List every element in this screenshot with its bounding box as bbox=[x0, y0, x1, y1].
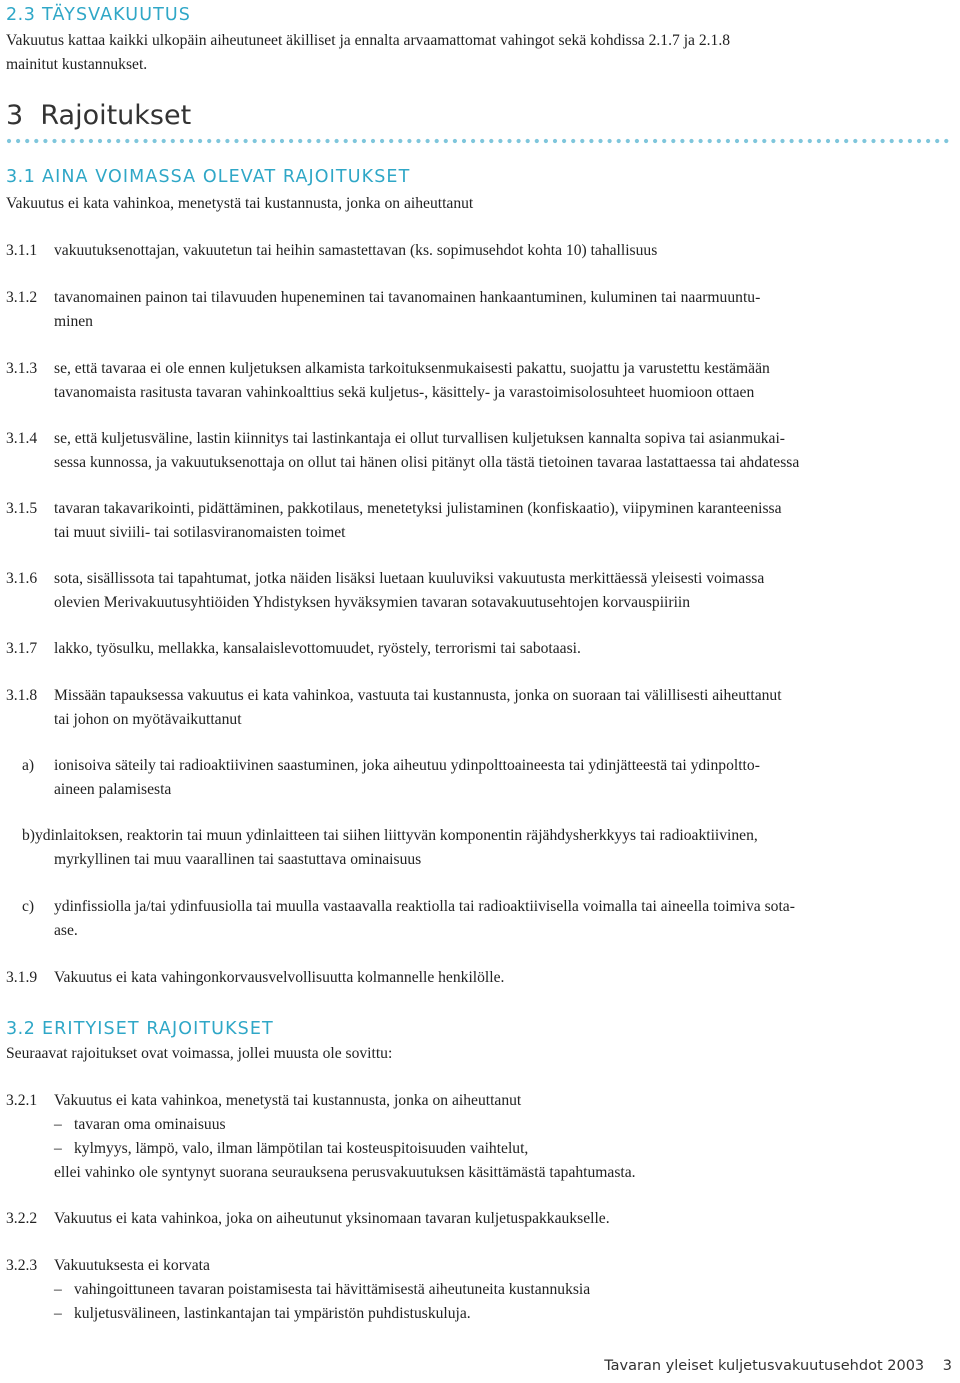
divider-dot bbox=[635, 139, 639, 143]
item-line: Vakuutus ei kata vahinkoa, menetystä tai kustannusta, jonka on aiheuttanut bbox=[54, 1092, 522, 1109]
divider-dot bbox=[853, 139, 857, 143]
divider-dot bbox=[799, 139, 803, 143]
divider-dot bbox=[244, 139, 248, 143]
divider-dot bbox=[80, 139, 84, 143]
divider-dot bbox=[462, 139, 466, 143]
dash-list-item bbox=[54, 1278, 946, 1302]
item-text bbox=[54, 357, 946, 405]
divider-dot bbox=[134, 139, 138, 143]
footer-title: Tavaran yleiset kuljetusvakuutusehdot 2003 bbox=[604, 1358, 925, 1374]
divider-dot bbox=[307, 139, 311, 143]
item-text bbox=[54, 1089, 946, 1185]
divider-dot bbox=[189, 139, 193, 143]
divider-dot bbox=[935, 139, 939, 143]
item-line: ionisoiva säteily tai radioaktiivinen saastuminen, joka aiheutuu ydinpolttoaineesta tai ydinjätteestä tai ydinpoltto- bbox=[54, 757, 760, 774]
dash-list-item bbox=[54, 1302, 946, 1326]
divider-dot bbox=[16, 139, 20, 143]
divider-dot bbox=[944, 139, 948, 143]
dash-bullet: – bbox=[54, 1281, 62, 1298]
item-line: se, että tavaraa ei ole ennen kuljetuksen alkamista tarkoituksenmukaisesti pakattu, suojattu ja varustettu kestämään bbox=[54, 360, 770, 377]
divider-dot bbox=[790, 139, 794, 143]
section-intro: Seuraavat rajoitukset ovat voimassa, jollei muusta ole sovittu: bbox=[6, 1045, 393, 1062]
divider-dot bbox=[835, 139, 839, 143]
divider-dot bbox=[325, 139, 329, 143]
divider-dot bbox=[899, 139, 903, 143]
page-footer bbox=[604, 1358, 952, 1374]
divider-dot bbox=[216, 139, 220, 143]
divider-dot bbox=[680, 139, 684, 143]
section-heading-2-3 bbox=[6, 5, 191, 25]
item-number: 3.1.5 bbox=[6, 500, 38, 517]
sub-item-label: a) bbox=[22, 757, 35, 774]
divider-dot bbox=[98, 139, 102, 143]
page-number: 3 bbox=[942, 1358, 952, 1374]
divider-dot bbox=[234, 139, 238, 143]
divider-dot bbox=[753, 139, 757, 143]
chapter-heading bbox=[6, 100, 191, 131]
divider-dot bbox=[371, 139, 375, 143]
item-line: b)ydinlaitoksen, reaktorin tai muun ydinlaitteen tai siihen liittyvän komponentin räjähdysherkkyys tai radioaktiivinen, bbox=[22, 827, 758, 844]
divider-dot bbox=[544, 139, 548, 143]
divider-dot bbox=[744, 139, 748, 143]
item-number: 3.1.3 bbox=[6, 360, 38, 377]
dash-bullet: – bbox=[54, 1116, 62, 1133]
divider-dot bbox=[71, 139, 75, 143]
divider-dot bbox=[881, 139, 885, 143]
divider-dot bbox=[262, 139, 266, 143]
item-line: tavanomainen painon tai tilavuuden hupeneminen tai tavanomainen hankaantuminen, kuluminen tai naarmuuntu- bbox=[54, 289, 761, 306]
dash-text: kylmyys, lämpö, valo, ilman lämpötilan tai kosteuspitoisuuden vaihtelut, bbox=[74, 1140, 529, 1157]
divider-dot bbox=[917, 139, 921, 143]
divider-dot bbox=[435, 139, 439, 143]
divider-dot bbox=[617, 139, 621, 143]
divider-dot bbox=[653, 139, 657, 143]
dash-bullet: – bbox=[54, 1305, 62, 1322]
divider-dot bbox=[153, 139, 157, 143]
divider-dot bbox=[116, 139, 120, 143]
section-title: ERITYISET RAJOITUKSET bbox=[42, 1019, 274, 1039]
divider-dot bbox=[380, 139, 384, 143]
item-line: myrkyllinen tai muu vaarallinen tai saastuttava ominaisuus bbox=[54, 851, 422, 868]
item-number: 3.1.2 bbox=[6, 289, 38, 306]
divider-dot bbox=[926, 139, 930, 143]
item-number: 3.1.1 bbox=[6, 242, 38, 259]
item-line: ellei vahinko ole syntynyt suorana seurauksena perusvakuutuksen käsittämästä tapahtumasta. bbox=[54, 1164, 636, 1181]
divider-dot bbox=[253, 139, 257, 143]
item-line: se, että kuljetusväline, lastin kiinnitys tai lastinkantaja ei ollut turvallisen kuljetuksen kannalta sopiva tai asianmukai- bbox=[54, 430, 786, 447]
divider-dot bbox=[353, 139, 357, 143]
item-line: tavaran takavarikointi, pidättäminen, pakkotilaus, menetetyksi julistaminen (konfiskaatio), viipyminen karanteenissa bbox=[54, 500, 782, 517]
divider-dot bbox=[826, 139, 830, 143]
divider-dot bbox=[62, 139, 66, 143]
divider-dot bbox=[143, 139, 147, 143]
item-number: 3.1.9 bbox=[6, 969, 38, 986]
item-line: tai muut siviili- tai sotilasviranomaisten toimet bbox=[54, 524, 346, 541]
divider-dot bbox=[125, 139, 129, 143]
item-line: sota, sisällissota tai tapahtumat, jotka näiden lisäksi luetaan kuuluviksi vakuutusta merkittäessä yleisesti voimassa bbox=[54, 570, 765, 587]
divider-dot bbox=[862, 139, 866, 143]
sub-item-b bbox=[22, 824, 942, 872]
item-text bbox=[54, 497, 946, 545]
divider-dot bbox=[362, 139, 366, 143]
divider-dot bbox=[598, 139, 602, 143]
item-line: Vakuutuksesta ei korvata bbox=[54, 1257, 210, 1274]
section-title: TÄYSVAKUUTUS bbox=[42, 5, 192, 25]
divider-dot bbox=[808, 139, 812, 143]
item-line: Missään tapauksessa vakuutus ei kata vahinkoa, vastuuta tai kustannusta, jonka on suoraan tai välillisesti aiheuttanut bbox=[54, 687, 782, 704]
divider-dot bbox=[762, 139, 766, 143]
section-number: 3.1 bbox=[6, 167, 36, 187]
divider-dot bbox=[489, 139, 493, 143]
divider-dot bbox=[89, 139, 93, 143]
item-line: tavanomaista rasitusta tavaran vahinkoalttius sekä kuljetus-, käsittely- ja varastoimisolosuhteet huomioon ottaen bbox=[54, 384, 755, 401]
divider-dot bbox=[471, 139, 475, 143]
divider-dot bbox=[526, 139, 530, 143]
divider-dot bbox=[107, 139, 111, 143]
body-line: Vakuutus kattaa kaikki ulkopäin aiheutuneet äkilliset ja ennalta arvaamattomat vahingot sekä kohdissa 2.1.7 ja 2.1.8 bbox=[6, 32, 731, 49]
divider-dot bbox=[162, 139, 166, 143]
sub-item-label: c) bbox=[22, 898, 35, 915]
divider-dot bbox=[571, 139, 575, 143]
divider-dot bbox=[298, 139, 302, 143]
divider-dot bbox=[771, 139, 775, 143]
divider-dot bbox=[507, 139, 511, 143]
divider-dot bbox=[416, 139, 420, 143]
divider-dot bbox=[198, 139, 202, 143]
item-line: aineen palamisesta bbox=[54, 781, 172, 798]
divider-dot bbox=[699, 139, 703, 143]
item-text: lakko, työsulku, mellakka, kansalaislevottomuudet, ryöstely, terrorismi tai sabotaasi. bbox=[54, 640, 581, 657]
dash-list-item bbox=[54, 1137, 946, 1161]
divider-dot bbox=[207, 139, 211, 143]
item-line: sessa kunnossa, ja vakuutuksenottaja on ollut tai hänen olisi pitänyt olla tästä tietoinen tavaraa lastattaessa tai ahdatessa bbox=[54, 454, 800, 471]
divider-dot bbox=[562, 139, 566, 143]
divider-dot bbox=[626, 139, 630, 143]
divider-dot bbox=[689, 139, 693, 143]
divider-dot bbox=[289, 139, 293, 143]
divider-dot bbox=[389, 139, 393, 143]
divider-dot bbox=[717, 139, 721, 143]
chapter-title: Rajoitukset bbox=[40, 100, 192, 131]
dash-list-item bbox=[54, 1113, 946, 1137]
divider-dot bbox=[225, 139, 229, 143]
chapter-number: 3 bbox=[6, 100, 24, 131]
divider-dot bbox=[344, 139, 348, 143]
item-line: ase. bbox=[54, 922, 78, 939]
divider-dot bbox=[553, 139, 557, 143]
item-text bbox=[54, 1254, 946, 1326]
divider-dot bbox=[726, 139, 730, 143]
divider-dot bbox=[34, 139, 38, 143]
section-heading-3-1 bbox=[6, 167, 410, 187]
dotted-divider-graphic bbox=[6, 137, 954, 145]
divider-dot bbox=[498, 139, 502, 143]
sub-item-text bbox=[54, 754, 942, 802]
item-text bbox=[54, 684, 946, 732]
item-number: 3.1.7 bbox=[6, 640, 38, 657]
divider-dot bbox=[407, 139, 411, 143]
sub-item-text bbox=[54, 895, 942, 943]
divider-dot bbox=[25, 139, 29, 143]
item-text: Vakuutus ei kata vahingonkorvausvelvollisuutta kolmannelle henkilölle. bbox=[54, 969, 505, 986]
section-2-3-body bbox=[6, 29, 946, 77]
divider-dot bbox=[708, 139, 712, 143]
divider-dot bbox=[535, 139, 539, 143]
divider-dot bbox=[316, 139, 320, 143]
divider-dot bbox=[871, 139, 875, 143]
item-line: ydinfissiolla ja/tai ydinfuusiolla tai muulla vastaavalla reaktiolla tai radioaktiivisella voimalla tai aineella toimiva sota- bbox=[54, 898, 795, 915]
section-title: AINA VOIMASSA OLEVAT RAJOITUKSET bbox=[42, 167, 411, 187]
divider-dot bbox=[780, 139, 784, 143]
body-line: mainitut kustannukset. bbox=[6, 56, 148, 73]
divider-dot bbox=[271, 139, 275, 143]
divider-dot bbox=[517, 139, 521, 143]
divider-dot bbox=[480, 139, 484, 143]
item-number: 3.1.6 bbox=[6, 570, 38, 587]
item-text bbox=[54, 567, 946, 615]
item-text bbox=[54, 286, 946, 334]
item-line: tai johon on myötävaikuttanut bbox=[54, 711, 242, 728]
item-number: 3.1.8 bbox=[6, 687, 38, 704]
divider-dot bbox=[589, 139, 593, 143]
divider-dot bbox=[735, 139, 739, 143]
divider-dot bbox=[662, 139, 666, 143]
divider-dot bbox=[671, 139, 675, 143]
divider-dot bbox=[890, 139, 894, 143]
divider-dot bbox=[817, 139, 821, 143]
dash-text: kuljetusvälineen, lastinkantajan tai ympäristön puhdistuskuluja. bbox=[74, 1305, 471, 1322]
dash-bullet: – bbox=[54, 1140, 62, 1157]
divider-dot bbox=[608, 139, 612, 143]
item-text: vakuutuksenottajan, vakuutetun tai heihin samastettavan (ks. sopimusehdot kohta 10) tahallisuus bbox=[54, 242, 658, 259]
dotted-divider bbox=[6, 137, 954, 145]
section-number: 3.2 bbox=[6, 1019, 36, 1039]
item-line: olevien Merivakuutusyhtiöiden Yhdistyksen hyväksymien tavaran sotavakuutusehtojen korvauspiiriin bbox=[54, 594, 691, 611]
divider-dot bbox=[335, 139, 339, 143]
item-text bbox=[54, 427, 946, 475]
divider-dot bbox=[180, 139, 184, 143]
divider-dot bbox=[7, 139, 11, 143]
section-heading-3-2 bbox=[6, 1019, 274, 1039]
divider-dot bbox=[171, 139, 175, 143]
dash-text: vahingoittuneen tavaran poistamisesta tai hävittämisestä aiheutuneita kustannuksia bbox=[74, 1281, 591, 1298]
divider-dot bbox=[844, 139, 848, 143]
section-number: 2.3 bbox=[6, 5, 36, 25]
section-intro: Vakuutus ei kata vahinkoa, menetystä tai kustannusta, jonka on aiheuttanut bbox=[6, 195, 474, 212]
item-number: 3.2.2 bbox=[6, 1210, 38, 1227]
item-number: 3.2.3 bbox=[6, 1257, 38, 1274]
divider-dot bbox=[453, 139, 457, 143]
divider-dot bbox=[644, 139, 648, 143]
item-number: 3.1.4 bbox=[6, 430, 38, 447]
divider-dot bbox=[280, 139, 284, 143]
item-line: minen bbox=[54, 313, 93, 330]
divider-dot bbox=[398, 139, 402, 143]
divider-dot bbox=[426, 139, 430, 143]
divider-dot bbox=[908, 139, 912, 143]
item-text: Vakuutus ei kata vahinkoa, joka on aiheutunut yksinomaan tavaran kuljetuspakkaukselle. bbox=[54, 1210, 610, 1227]
divider-dot bbox=[52, 139, 56, 143]
divider-dot bbox=[43, 139, 47, 143]
dash-text: tavaran oma ominaisuus bbox=[74, 1116, 226, 1133]
divider-dot bbox=[580, 139, 584, 143]
item-number: 3.2.1 bbox=[6, 1092, 38, 1109]
divider-dot bbox=[444, 139, 448, 143]
